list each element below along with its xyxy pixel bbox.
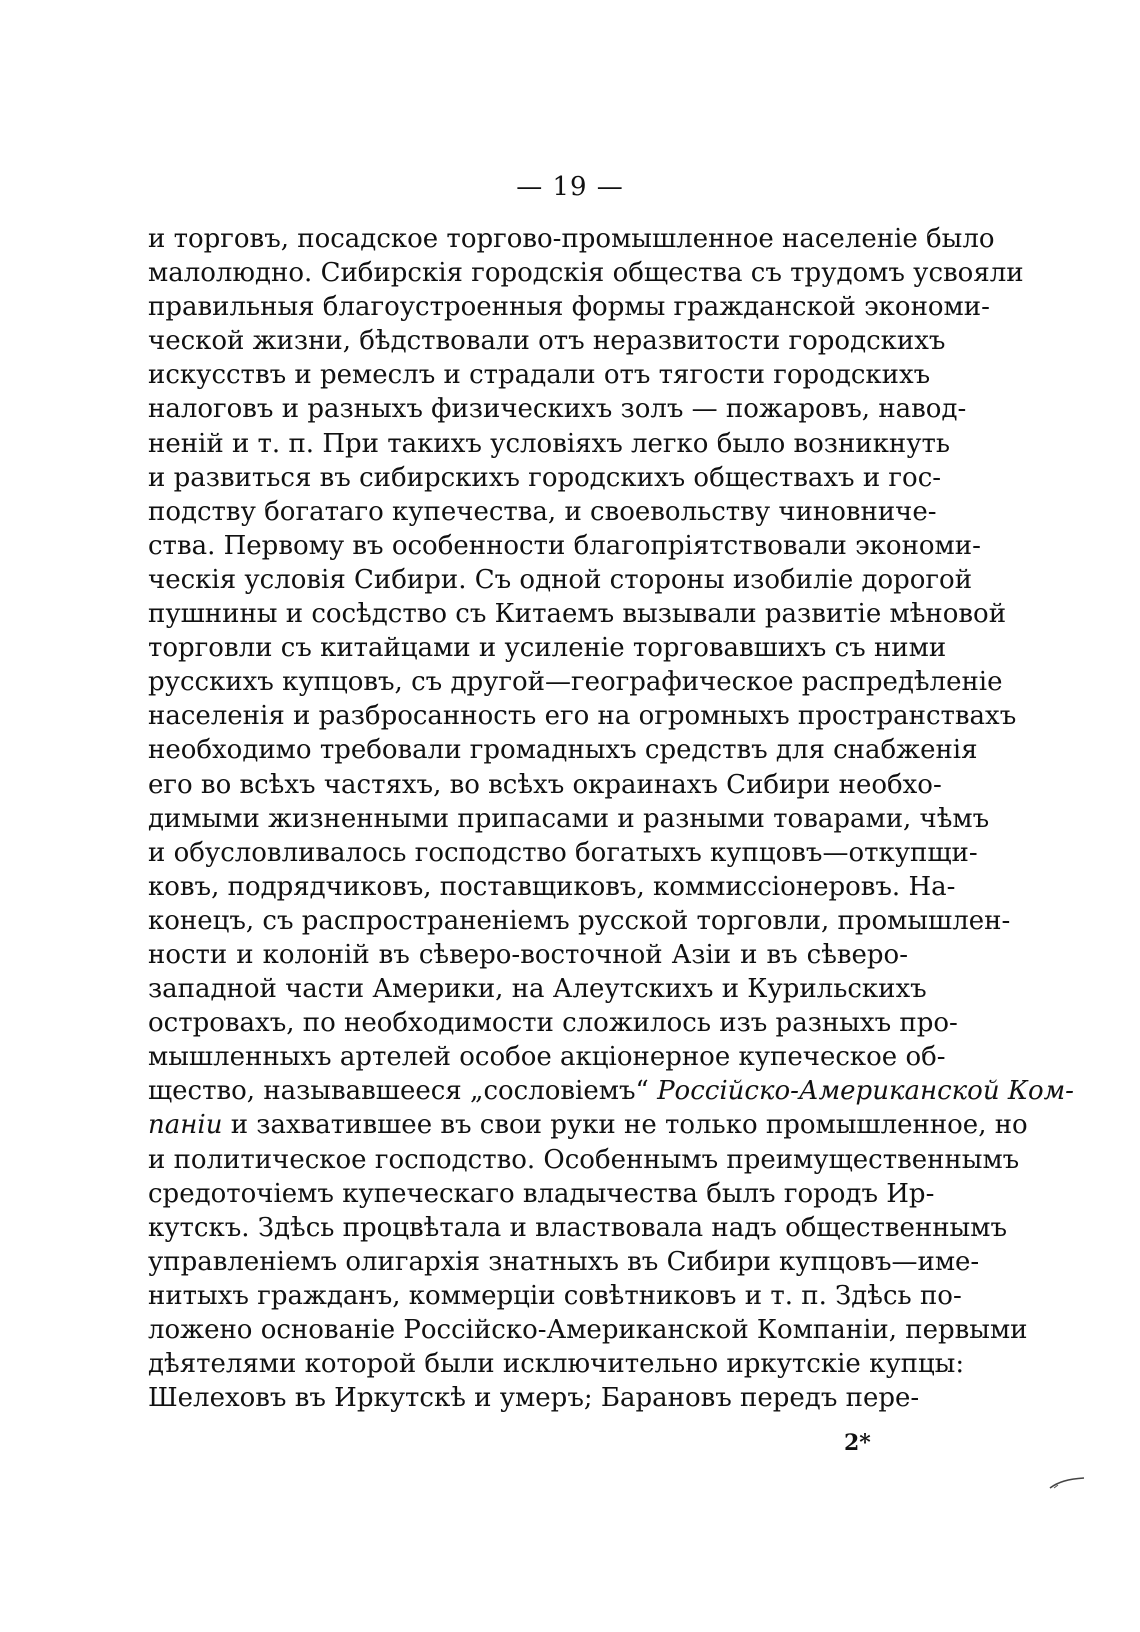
text-line — [148, 324, 946, 358]
text-line — [148, 699, 1017, 733]
text-line — [148, 495, 937, 529]
text-span: его во всѣхъ частяхъ, во всѣхъ окраинахъ Сибири необхо- — [148, 769, 942, 800]
text-line — [148, 938, 908, 972]
text-line — [148, 904, 1011, 938]
text-span: подству богатаго купечества, и своевольству чиновниче- — [148, 496, 937, 527]
text-span: димыми жизненными припасами и разными товарами, чѣмъ — [148, 803, 990, 834]
text-line — [148, 392, 967, 426]
text-span: и захватившее въ свои руки не только промышленное, но — [222, 1110, 1028, 1141]
text-span: торговли съ китайцами и усиленіе торговавшихъ съ ними — [148, 633, 947, 664]
text-line — [148, 972, 927, 1006]
text-span: кутскъ. Здѣсь процвѣтала и властвовала надъ общественнымъ — [148, 1212, 1008, 1243]
text-line — [148, 529, 981, 563]
body-text — [148, 222, 1074, 1415]
text-span: ства. Первому въ особенности благопріятствовали экономи- — [148, 530, 981, 561]
text-line — [148, 665, 1003, 699]
text-line — [148, 870, 956, 904]
text-span: нитыхъ гражданъ, коммерціи совѣтниковъ и т. п. Здѣсь по- — [148, 1280, 962, 1311]
ink-smudge-icon — [1048, 1476, 1086, 1490]
text-line — [148, 290, 990, 324]
text-span: средоточіемъ купеческаго владычества былъ городъ Ир- — [148, 1178, 935, 1209]
text-span: правильныя благоустроенныя формы гражданской экономи- — [148, 292, 990, 323]
text-line — [148, 222, 995, 256]
text-line — [148, 802, 990, 836]
text-span: щество, называвшееся „сословіемъ“ — [148, 1076, 658, 1107]
text-span: искусствъ и ремеслъ и страдали отъ тягости городскихъ — [148, 360, 931, 391]
text-span: ложено основаніе Россійско-Американской Компаніи, первыми — [148, 1315, 1028, 1345]
text-line — [148, 1143, 1020, 1177]
text-span: управленіемъ олигархія знатныхъ въ Сибири купцовъ—име- — [148, 1246, 980, 1277]
text-line — [148, 1040, 946, 1074]
text-span: налоговъ и разныхъ физическихъ золъ — пожаровъ, навод- — [148, 394, 967, 425]
text-line — [148, 1006, 958, 1040]
text-span: западной части Америки, на Алеутскихъ и Курильскихъ — [148, 974, 927, 1005]
text-line — [148, 1245, 980, 1279]
text-span: ковъ, подрядчиковъ, поставщиковъ, коммиссіонеровъ. На- — [148, 871, 956, 902]
text-line — [148, 358, 931, 392]
text-span: ческой жизни, бѣдствовали отъ неразвитости городскихъ — [148, 326, 946, 357]
text-span: необходимо требовали громадныхъ средствъ для снабженія — [148, 735, 978, 766]
text-span: и развиться въ сибирскихъ городскихъ обществахъ и гос- — [148, 462, 942, 493]
italic-span: паніи — [148, 1110, 223, 1141]
text-line — [148, 427, 951, 461]
text-line — [148, 631, 947, 665]
text-span: ности и колоній въ сѣверо-восточной Азіи и въ сѣверо- — [148, 939, 908, 970]
text-span: ческія условія Сибири. Съ одной стороны изобиліе дорогой — [148, 564, 973, 595]
text-span: конецъ, съ распространеніемъ русской торговли, промышлен- — [148, 905, 1011, 936]
text-span: и торговъ, посадское торгово-промышленное населеніе было — [148, 224, 995, 254]
text-span: и обусловливалось господство богатыхъ купцовъ—откупщи- — [148, 837, 978, 868]
text-line — [148, 836, 978, 870]
text-line — [148, 1108, 1028, 1142]
signature-mark: 2* — [844, 1430, 871, 1456]
text-line — [148, 563, 973, 597]
text-span: населенія и разбросанность его на огромныхъ пространствахъ — [148, 701, 1017, 732]
text-line — [148, 256, 1024, 290]
text-line — [148, 768, 942, 802]
text-line — [148, 1279, 962, 1313]
text-span: дѣятелями которой были исключительно иркутскіе купцы: — [148, 1349, 965, 1380]
text-line — [148, 1313, 1028, 1347]
text-line — [148, 1177, 935, 1211]
text-line — [148, 1211, 1008, 1245]
text-line — [148, 733, 978, 767]
text-span: Шелеховъ въ Иркутскѣ и умеръ; Барановъ передъ пере- — [148, 1383, 920, 1414]
italic-span: Россійско-Американской Ком- — [657, 1076, 1074, 1107]
text-line — [148, 1074, 1074, 1108]
text-span: неній и т. п. При такихъ условіяхъ легко было возникнуть — [148, 428, 951, 459]
text-line — [148, 1381, 920, 1415]
page-number: — 19 — — [516, 172, 624, 202]
text-span: малолюдно. Сибирскія городскія общества съ трудомъ усвояли — [148, 258, 1024, 289]
text-span: и политическое господство. Особеннымъ преимущественнымъ — [148, 1144, 1020, 1175]
text-span: островахъ, по необходимости сложилось изъ разныхъ про- — [148, 1008, 958, 1039]
text-span: мышленныхъ артелей особое акціонерное купеческое об- — [148, 1042, 946, 1073]
text-line — [148, 1347, 965, 1381]
text-span: русскихъ купцовъ, съ другой—географическое распредѣленіе — [148, 667, 1003, 698]
text-line — [148, 597, 1007, 631]
text-line — [148, 461, 942, 495]
text-span: пушнины и сосѣдство съ Китаемъ вызывали развитіе мѣновой — [148, 599, 1007, 630]
